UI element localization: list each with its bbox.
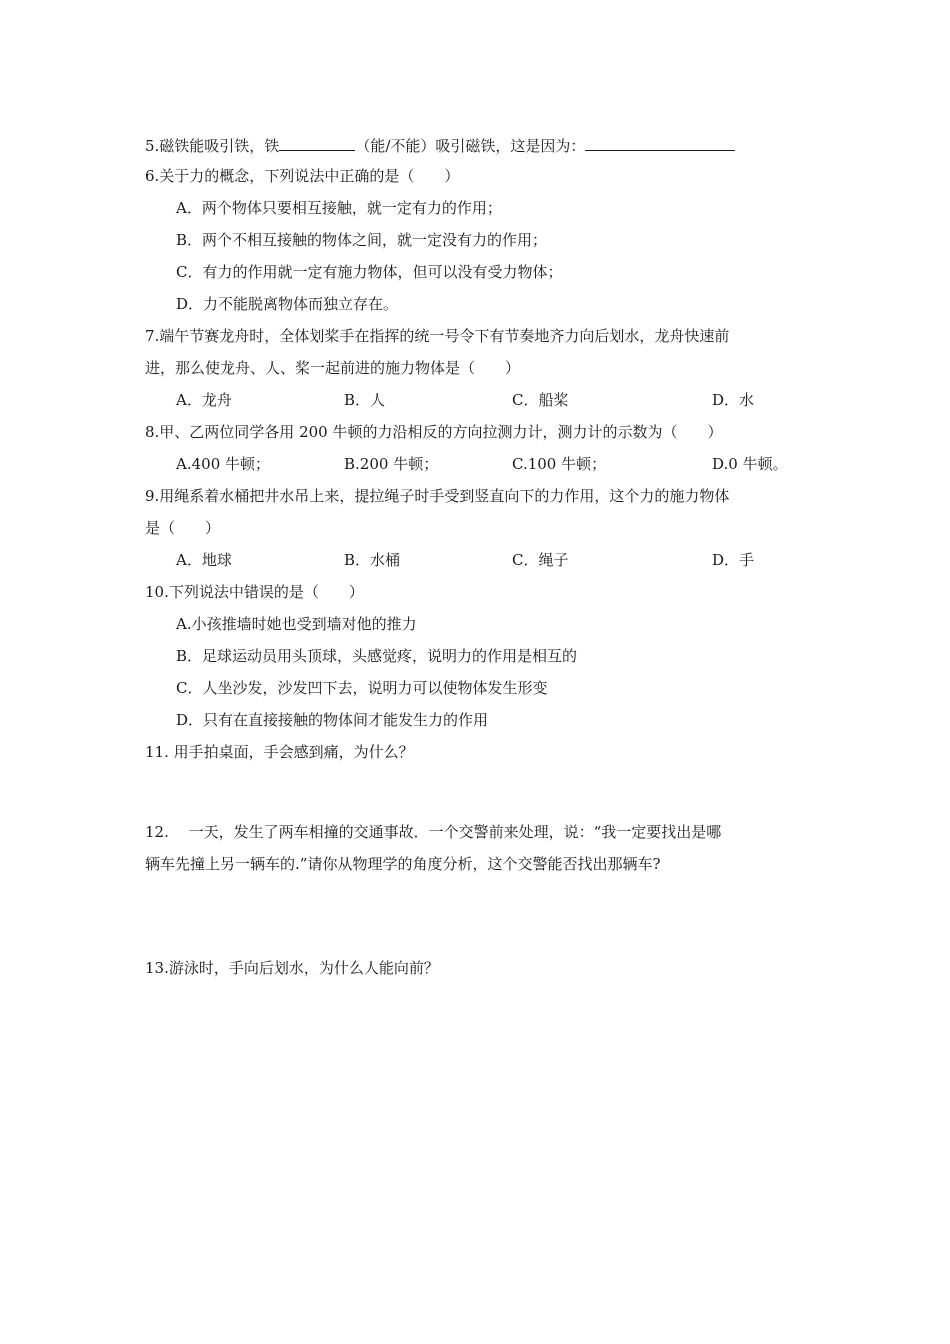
question-5-prefix: 5.磁铁能吸引铁，铁 [145, 137, 280, 155]
question-9-option-d: D．手 [712, 551, 755, 569]
question-5-middle: （能/不能）吸引磁铁，这是因为： [355, 137, 586, 155]
question-9-stem-line-1: 9.用绳系着水桶把井水吊上来，提拉绳子时手受到竖直向下的力作用，这个力的施力物体 [145, 487, 730, 505]
question-12-stem-line-1: 12. 一天，发生了两车相撞的交通事故．一个交警前来处理，说：“我一定要找出是哪 [145, 823, 722, 841]
question-12-stem-line-2: 辆车先撞上另一辆车的.”请你从物理学的角度分析，这个交警能否找出那辆车? [145, 855, 661, 873]
answer-blank-1[interactable] [279, 134, 355, 151]
answer-blank-2[interactable] [585, 134, 735, 151]
question-6-option-d: D．力不能脱离物体而独立存在。 [176, 295, 399, 313]
question-7-option-d: D．水 [712, 391, 755, 409]
question-9-option-a: A．地球 [176, 551, 232, 569]
question-8-option-d: D.0 牛顿。 [712, 455, 788, 473]
question-10-option-b: B．足球运动员用头顶球，头感觉疼，说明力的作用是相互的 [176, 647, 578, 665]
question-8-option-b: B.200 牛顿； [344, 455, 439, 473]
question-10-option-c: C．人坐沙发，沙发凹下去，说明力可以使物体发生形变 [176, 679, 548, 697]
question-9-option-c: C．绳子 [512, 551, 569, 569]
question-10-option-a: A.小孩推墙时她也受到墙对他的推力 [176, 615, 417, 633]
question-6-option-b: B．两个不相互接触的物体之间，就一定没有力的作用； [176, 231, 548, 249]
question-8-stem: 8.甲、乙两位同学各用 200 牛顿的力沿相反的方向拉测力计，测力计的示数为（ ） [145, 423, 723, 441]
question-7-option-c: C．船桨 [512, 391, 569, 409]
question-7-stem-line-2: 进，那么使龙舟、人、桨一起前进的施力物体是（ ） [145, 359, 521, 377]
question-8-option-a: A.400 牛顿； [176, 455, 270, 473]
question-6-option-a: A．两个物体只要相互接触，就一定有力的作用； [176, 199, 502, 217]
question-9-option-b: B．水桶 [344, 551, 401, 569]
question-11-stem: 11. 用手拍桌面，手会感到痛，为什么？ [145, 743, 414, 761]
question-5 [145, 134, 735, 156]
question-10-option-d: D．只有在直接接触的物体间才能发生力的作用 [176, 711, 489, 729]
question-7-stem-line-1: 7.端午节赛龙舟时，全体划桨手在指挥的统一号令下有节奏地齐力向后划水，龙舟快速前 [145, 327, 730, 345]
question-9-stem-line-2: 是（ ） [145, 519, 221, 537]
question-6-stem: 6.关于力的概念，下列说法中正确的是（ ） [145, 167, 460, 185]
question-6-option-c: C．有力的作用就一定有施力物体，但可以没有受力物体； [176, 263, 563, 281]
question-8-option-c: C.100 牛顿； [512, 455, 607, 473]
question-13-stem: 13.游泳时，手向后划水，为什么人能向前？ [145, 959, 439, 977]
question-7-option-a: A．龙舟 [176, 391, 232, 409]
question-7-option-b: B．人 [344, 391, 386, 409]
question-10-stem: 10.下列说法中错误的是（ ） [145, 583, 364, 601]
